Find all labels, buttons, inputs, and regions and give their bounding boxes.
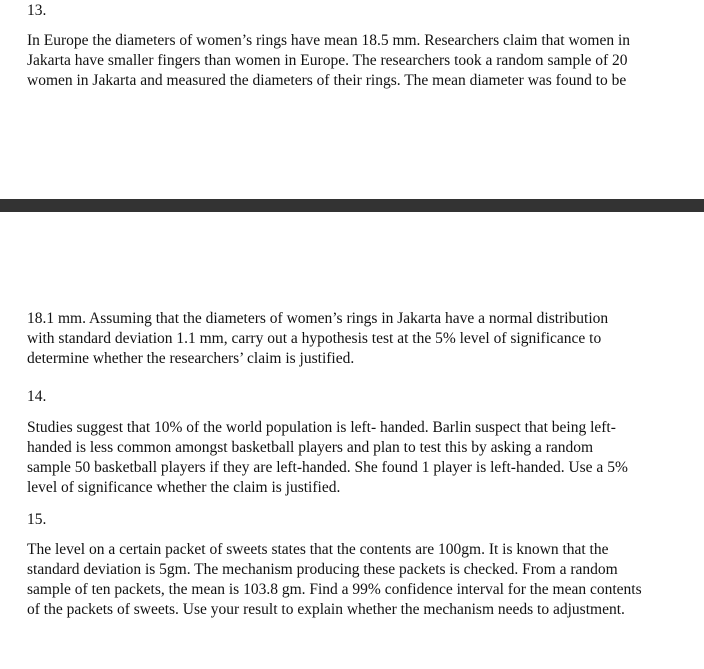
question-14-number: 14.: [27, 388, 47, 405]
page-break-divider: [0, 199, 704, 212]
question-13-number: 13.: [27, 2, 47, 19]
question-15-text: The level on a certain packet of sweets states that the contents are 100gm. It is known that the standard deviation is 5gm. The mechanism producing these packets is checked. From a random sample of ten packets, the mean is 103.8 gm. Find a 99% confidence interval for the mean contents of the packets of sweets. Use your result to explain whether the mechanism needs to adjustment.: [27, 541, 642, 618]
question-13-text-part1: In Europe the diameters of women’s rings have mean 18.5 mm. Researchers claim that women in Jakarta have smaller fingers than women in Europe. The researchers took a random sample of 20 women in Jakarta and measured the diameters of their rings. The mean diameter was found to be: [27, 32, 631, 89]
question-15-number: 15.: [27, 511, 47, 528]
question-14-text: Studies suggest that 10% of the world population is left- handed. Barlin suspect that being left- handed is less common amongst basketball players and plan to test this by asking a random sample 50 basketball players if they are left-handed. She found 1 player is left-handed. Use a 5% level of significance whether the claim is justified.: [27, 419, 628, 496]
question-13-text-part2: 18.1 mm. Assuming that the diameters of women’s rings in Jakarta have a normal distribution with standard deviation 1.1 mm, carry out a hypothesis test at the 5% level of significance to determine whether the researchers’ claim is justified.: [27, 310, 609, 367]
